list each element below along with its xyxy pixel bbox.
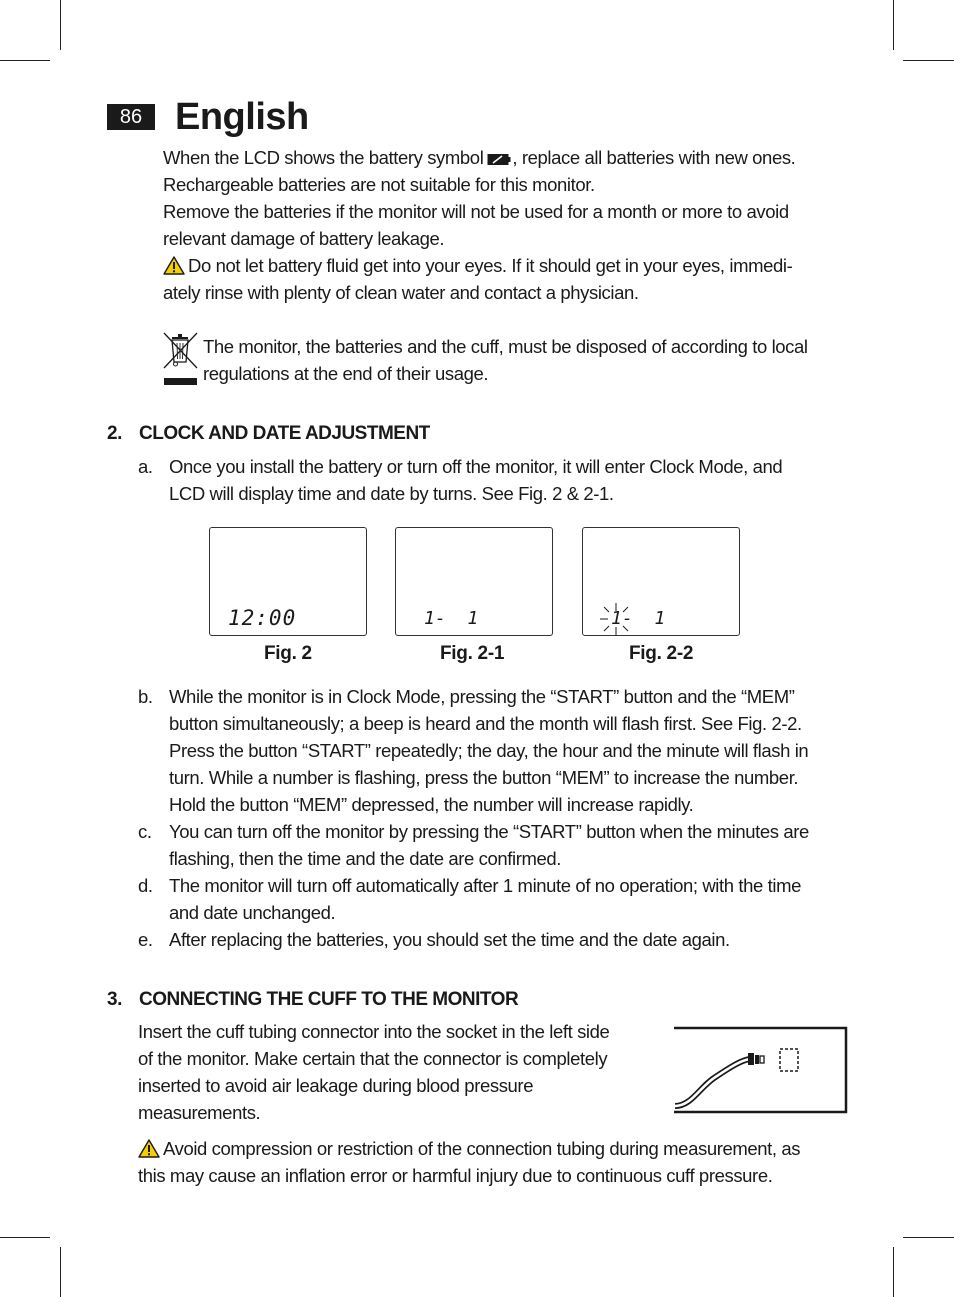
list-line: Hold the button “MEM” depressed, the number will increase rapidly.: [169, 794, 694, 815]
body-line: of the monitor. Make certain that the connector is completely: [138, 1048, 608, 1069]
list-line: turn. While a number is flashing, press the button “MEM” to increase the number.: [169, 767, 799, 788]
battery-line-2: Rechargeable batteries are not suitable for this monitor.: [163, 174, 595, 195]
crop-mark: [60, 1247, 61, 1297]
battery-line-3: Remove the batteries if the monitor will not be used for a month or more to avoid: [163, 201, 789, 222]
section-3-body: [138, 1018, 658, 1126]
lcd-display-text: 12:00: [228, 606, 297, 630]
battery-low-icon: [487, 146, 511, 173]
section-3-heading: 3. CONNECTING THE CUFF TO THE MONITOR: [107, 989, 519, 1010]
body-line: Insert the cuff tubing connector into the socket in the left side: [138, 1021, 610, 1042]
lcd-display-text: 1- 1: [611, 608, 666, 629]
crop-mark: [60, 0, 61, 50]
crop-mark: [0, 60, 50, 61]
battery-warning-line-2: ately rinse with plenty of clean water and contact a physician.: [163, 282, 639, 303]
body-line: inserted to avoid air leakage during blood pressure: [138, 1075, 534, 1096]
warning-triangle-icon: [138, 1138, 160, 1165]
warning-triangle-icon: [163, 255, 185, 282]
list-line: button simultaneously; a beep is heard and the month will flash first. See Fig. 2-2.: [169, 713, 802, 734]
battery-line-1: When the LCD shows the battery symbol , replace all batteries with new ones.: [163, 144, 795, 173]
body-line: measurements.: [138, 1102, 261, 1123]
language-title: English: [175, 96, 309, 138]
list-line: and date unchanged.: [169, 902, 336, 923]
lcd-figure-2-1: [395, 527, 553, 636]
list-line: LCD will display time and date by turns. See Fig. 2 & 2-1.: [169, 483, 614, 504]
cuff-connector-illustration: [672, 1026, 848, 1114]
list-line: Press the button “START” repeatedly; the day, the hour and the minute will flash in: [169, 740, 809, 761]
list-line: flashing, then the time and the date are confirmed.: [169, 848, 561, 869]
crop-mark: [903, 1237, 954, 1238]
figure-label: Fig. 2-2: [629, 643, 694, 664]
battery-line-4: relevant damage of battery leakage.: [163, 228, 445, 249]
disposal-line-2: regulations at the end of their usage.: [203, 363, 489, 384]
list-line: After replacing the batteries, you should set the time and the date again.: [169, 929, 730, 950]
crop-mark: [903, 60, 954, 61]
page-number: 86: [107, 104, 155, 130]
cuff-warning-line-2: this may cause an inflation error or harmful injury due to continuous cuff pressure.: [138, 1165, 773, 1186]
figure-label: Fig. 2-1: [440, 643, 505, 664]
list-line: While the monitor is in Clock Mode, pressing the “START” button and the “MEM”: [169, 686, 795, 707]
crop-mark: [893, 0, 894, 50]
list-line: Once you install the battery or turn off the monitor, it will enter Clock Mode, and: [169, 456, 783, 477]
crop-mark: [893, 1247, 894, 1297]
cuff-warning-line-1: Avoid compression or restriction of the connection tubing during measurement, as: [138, 1135, 800, 1165]
battery-warning-line-1: Do not let battery fluid get into your eyes. If it should get in your eyes, immedi-: [163, 252, 792, 282]
lcd-figure-2: [209, 527, 367, 636]
lcd-figure-2-2: [582, 527, 740, 636]
crossed-out-wheelie-bin-icon: [161, 330, 201, 388]
list-line: You can turn off the monitor by pressing the “START” button when the minutes are: [169, 821, 809, 842]
list-line: The monitor will turn off automatically after 1 minute of no operation; with the time: [169, 875, 801, 896]
disposal-line-1: The monitor, the batteries and the cuff, must be disposed of according to local: [203, 336, 808, 357]
section-2-heading: 2. CLOCK AND DATE ADJUSTMENT: [107, 423, 430, 444]
lcd-display-text: 1- 1: [424, 608, 479, 629]
figure-label: Fig. 2: [264, 643, 312, 664]
crop-mark: [0, 1237, 50, 1238]
